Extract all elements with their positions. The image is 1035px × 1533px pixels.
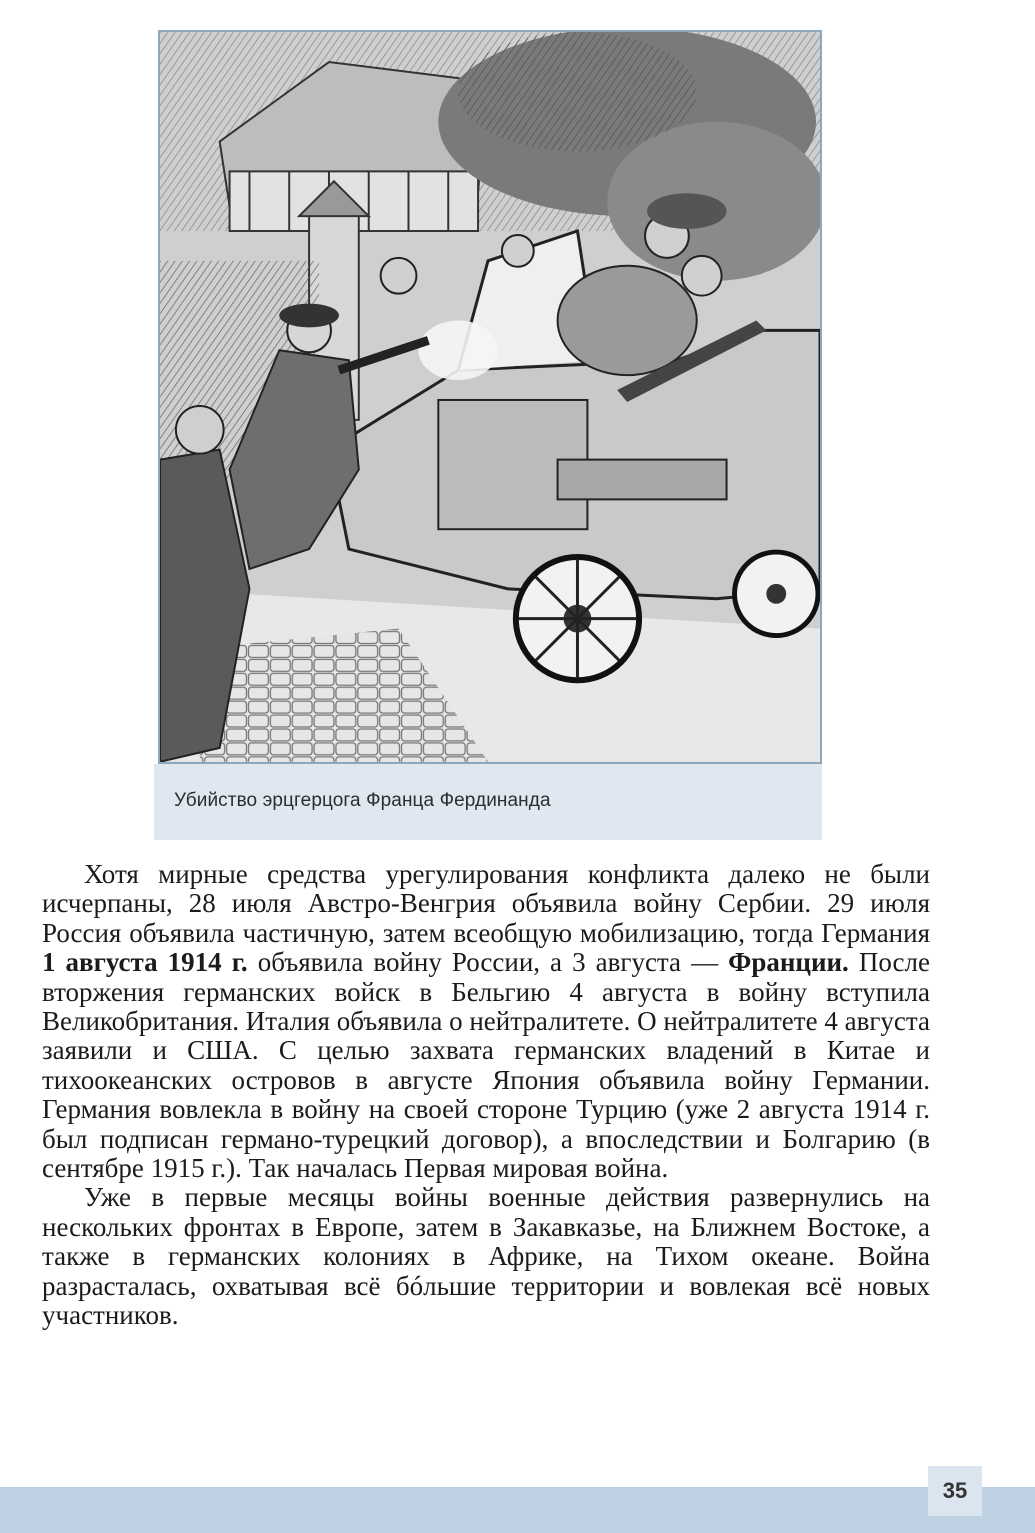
body-text [42, 860, 930, 1331]
figure-caption-band [154, 764, 822, 840]
page-number: 35 [928, 1466, 982, 1516]
engraving-image [160, 32, 820, 762]
paragraph-1-part-b: объявила войну России, а 3 августа — [247, 947, 729, 978]
figure-caption: Убийство эрцгерцога Франца Фердинанда [174, 790, 551, 811]
paragraph-2: Уже в первые месяцы войны военные действия развернулись на нескольких фронтах в Европе, затем в Закавказье, на Ближнем Востоке, а также в германских колониях в Африке, на Тихом океане. Война разрасталась, охватывая всё бóльшие территории и вовлекая всё новых участников. [42, 1182, 930, 1331]
paragraph-1-part-c: После вторжения германских войск в Бельгию 4 августа в войну вступила Великобритания. Италия объявила о нейтралитете. О нейтралитете 4 августа заявили и США. С целью захвата германских владений в Китае и тихоокеанских островов в августе Япония объявила войну Германии. Германия вовлекла в войну на своей стороне Турцию (уже 2 августа 1914 г. был подписан германо-турецкий договор), а впоследствии и Болгарию (в сентябре 1915 г.). Так началась Первая мировая война. [42, 947, 930, 1184]
assassination-illustration [158, 30, 822, 764]
footer-band [0, 1487, 1035, 1533]
paragraph-1-bold-france: Франции. [728, 947, 849, 978]
paragraph-1 [42, 860, 930, 1183]
paragraph-1-bold-date: 1 августа 1914 г. [42, 947, 248, 978]
paragraph-1-part-a: Хотя мирные средства урегулирования конфликта далеко не были исчерпаны, 28 июля Австро-Венгрия объявила войну Сербии. 29 июля Россия объявила частичную, затем всеобщую мобилизацию, тогда Германия [42, 859, 930, 948]
